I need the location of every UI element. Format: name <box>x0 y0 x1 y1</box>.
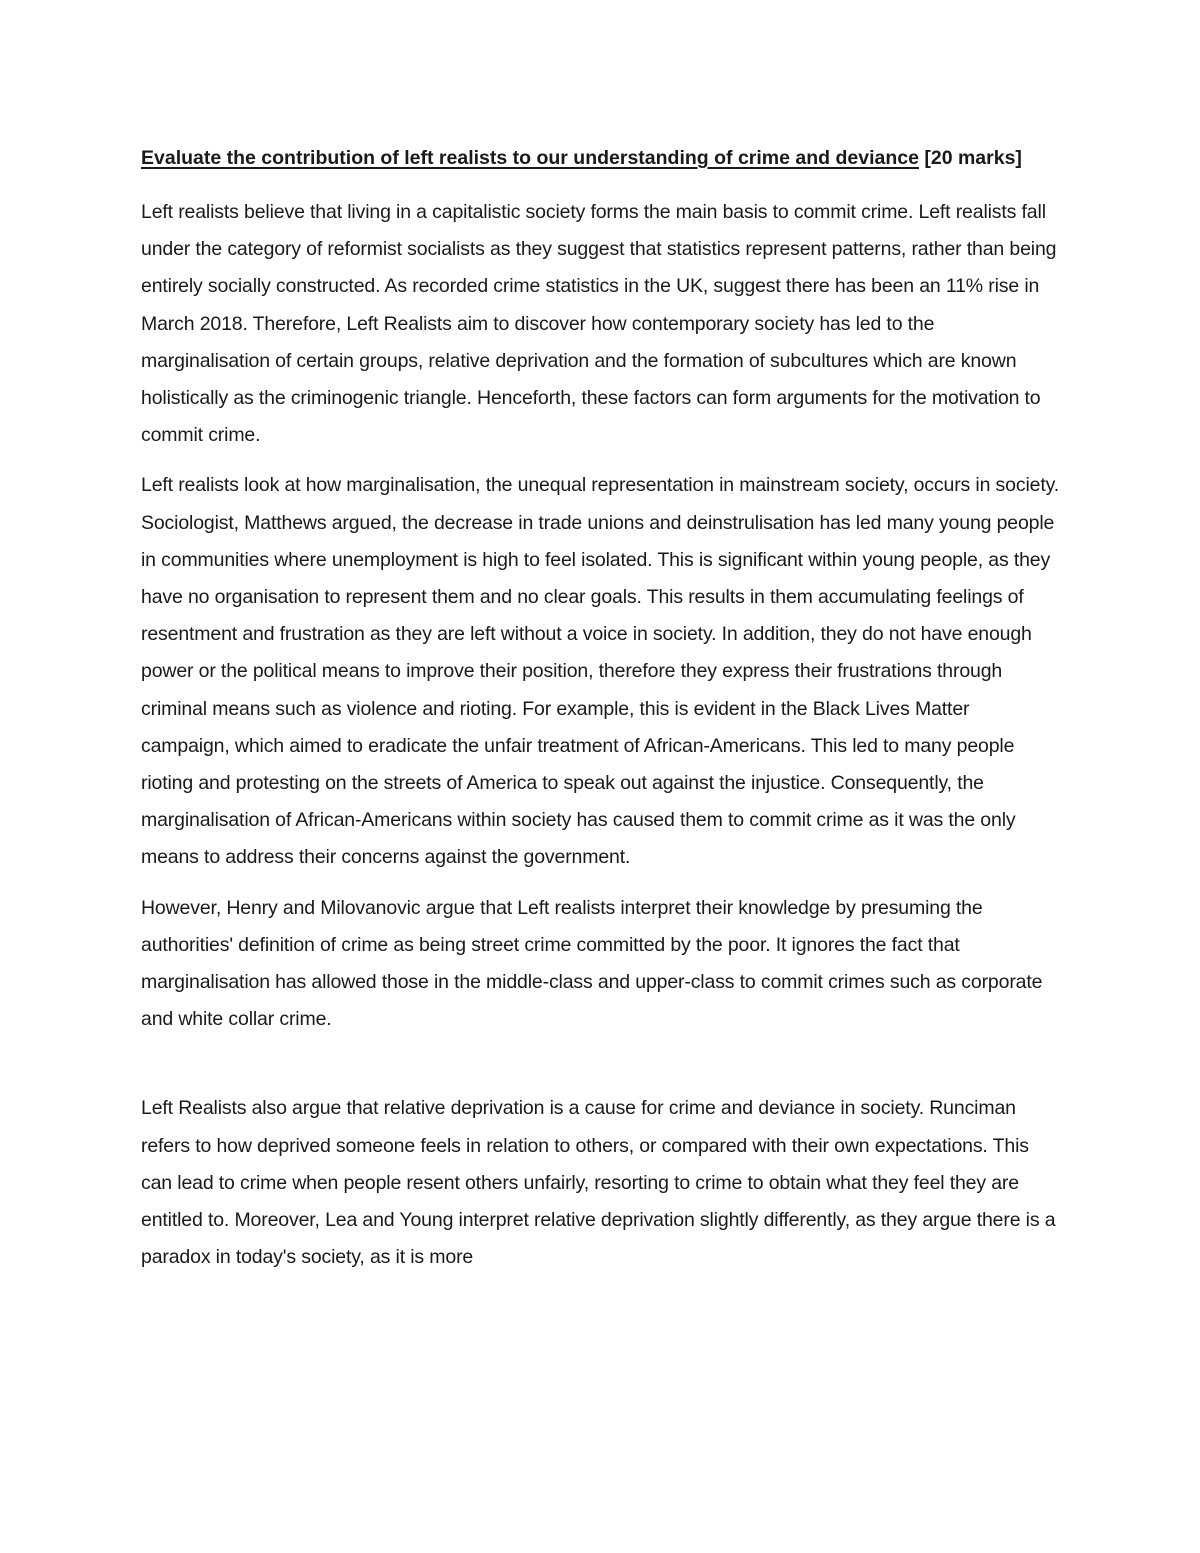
paragraph-marginalisation: Left realists look at how marginalisation, the unequal representation in mainstream society, occurs in society. Sociologist, Matthews argued, the decrease in trade unions and deinstrulisation has led many young people in communities where unemployment is high to feel isolated. This is significant within young people, as they have no organisation to represent them and no clear goals. This results in them accumulating feelings of resentment and frustration as they are left without a voice in society. In addition, they do not have enough power or the political means to improve their position, therefore they express their frustrations through criminal means such as violence and rioting. For example, this is evident in the Black Lives Matter campaign, which aimed to eradicate the unfair treatment of African-Americans. This led to many people rioting and protesting on the streets of America to speak out against the injustice. Consequently, the marginalisation of African-Americans within society has caused them to commit crime as it was the only means to address their concerns against the government. <box>141 474 1060 869</box>
essay-title <box>141 142 1061 174</box>
document-body <box>141 142 1061 1276</box>
paragraph-intro: Left realists believe that living in a capitalistic society forms the main basis to commit crime. Left realists fall under the category of reformist socialists as they suggest that statistics represent patterns, rather than being entirely socially constructed. As recorded crime statistics in the UK, suggest there has been an 11% rise in March 2018. Therefore, Left Realists aim to discover how contemporary society has led to the marginalisation of certain groups, relative deprivation and the formation of subcultures which are known holistically as the criminogenic triangle. Henceforth, these factors can form arguments for the motivation to commit crime. <box>141 201 1057 447</box>
essay-title-marks: [20 marks] <box>918 147 1022 169</box>
paragraph-relative-deprivation: Left Realists also argue that relative deprivation is a cause for crime and deviance in society. Runciman refers to how deprived someone feels in relation to others, or compared with their own expectations. This can lead to crime when people resent others unfairly, resorting to crime to obtain what they feel they are entitled to. Moreover, Lea and Young interpret relative deprivation slightly differently, as they argue there is a paradox in today's society, as it is more <box>141 1097 1056 1269</box>
paragraph-criticism: However, Henry and Milovanovic argue that Left realists interpret their knowledge by presuming the authorities' definition of crime as being street crime committed by the poor. It ignores the fact that marginalisation has allowed those in the middle-class and upper-class to commit crimes such as corporate and white collar crime. <box>141 896 1043 1031</box>
essay-title-underlined: Evaluate the contribution of left realists to our understanding of crime and deviance <box>141 147 919 169</box>
